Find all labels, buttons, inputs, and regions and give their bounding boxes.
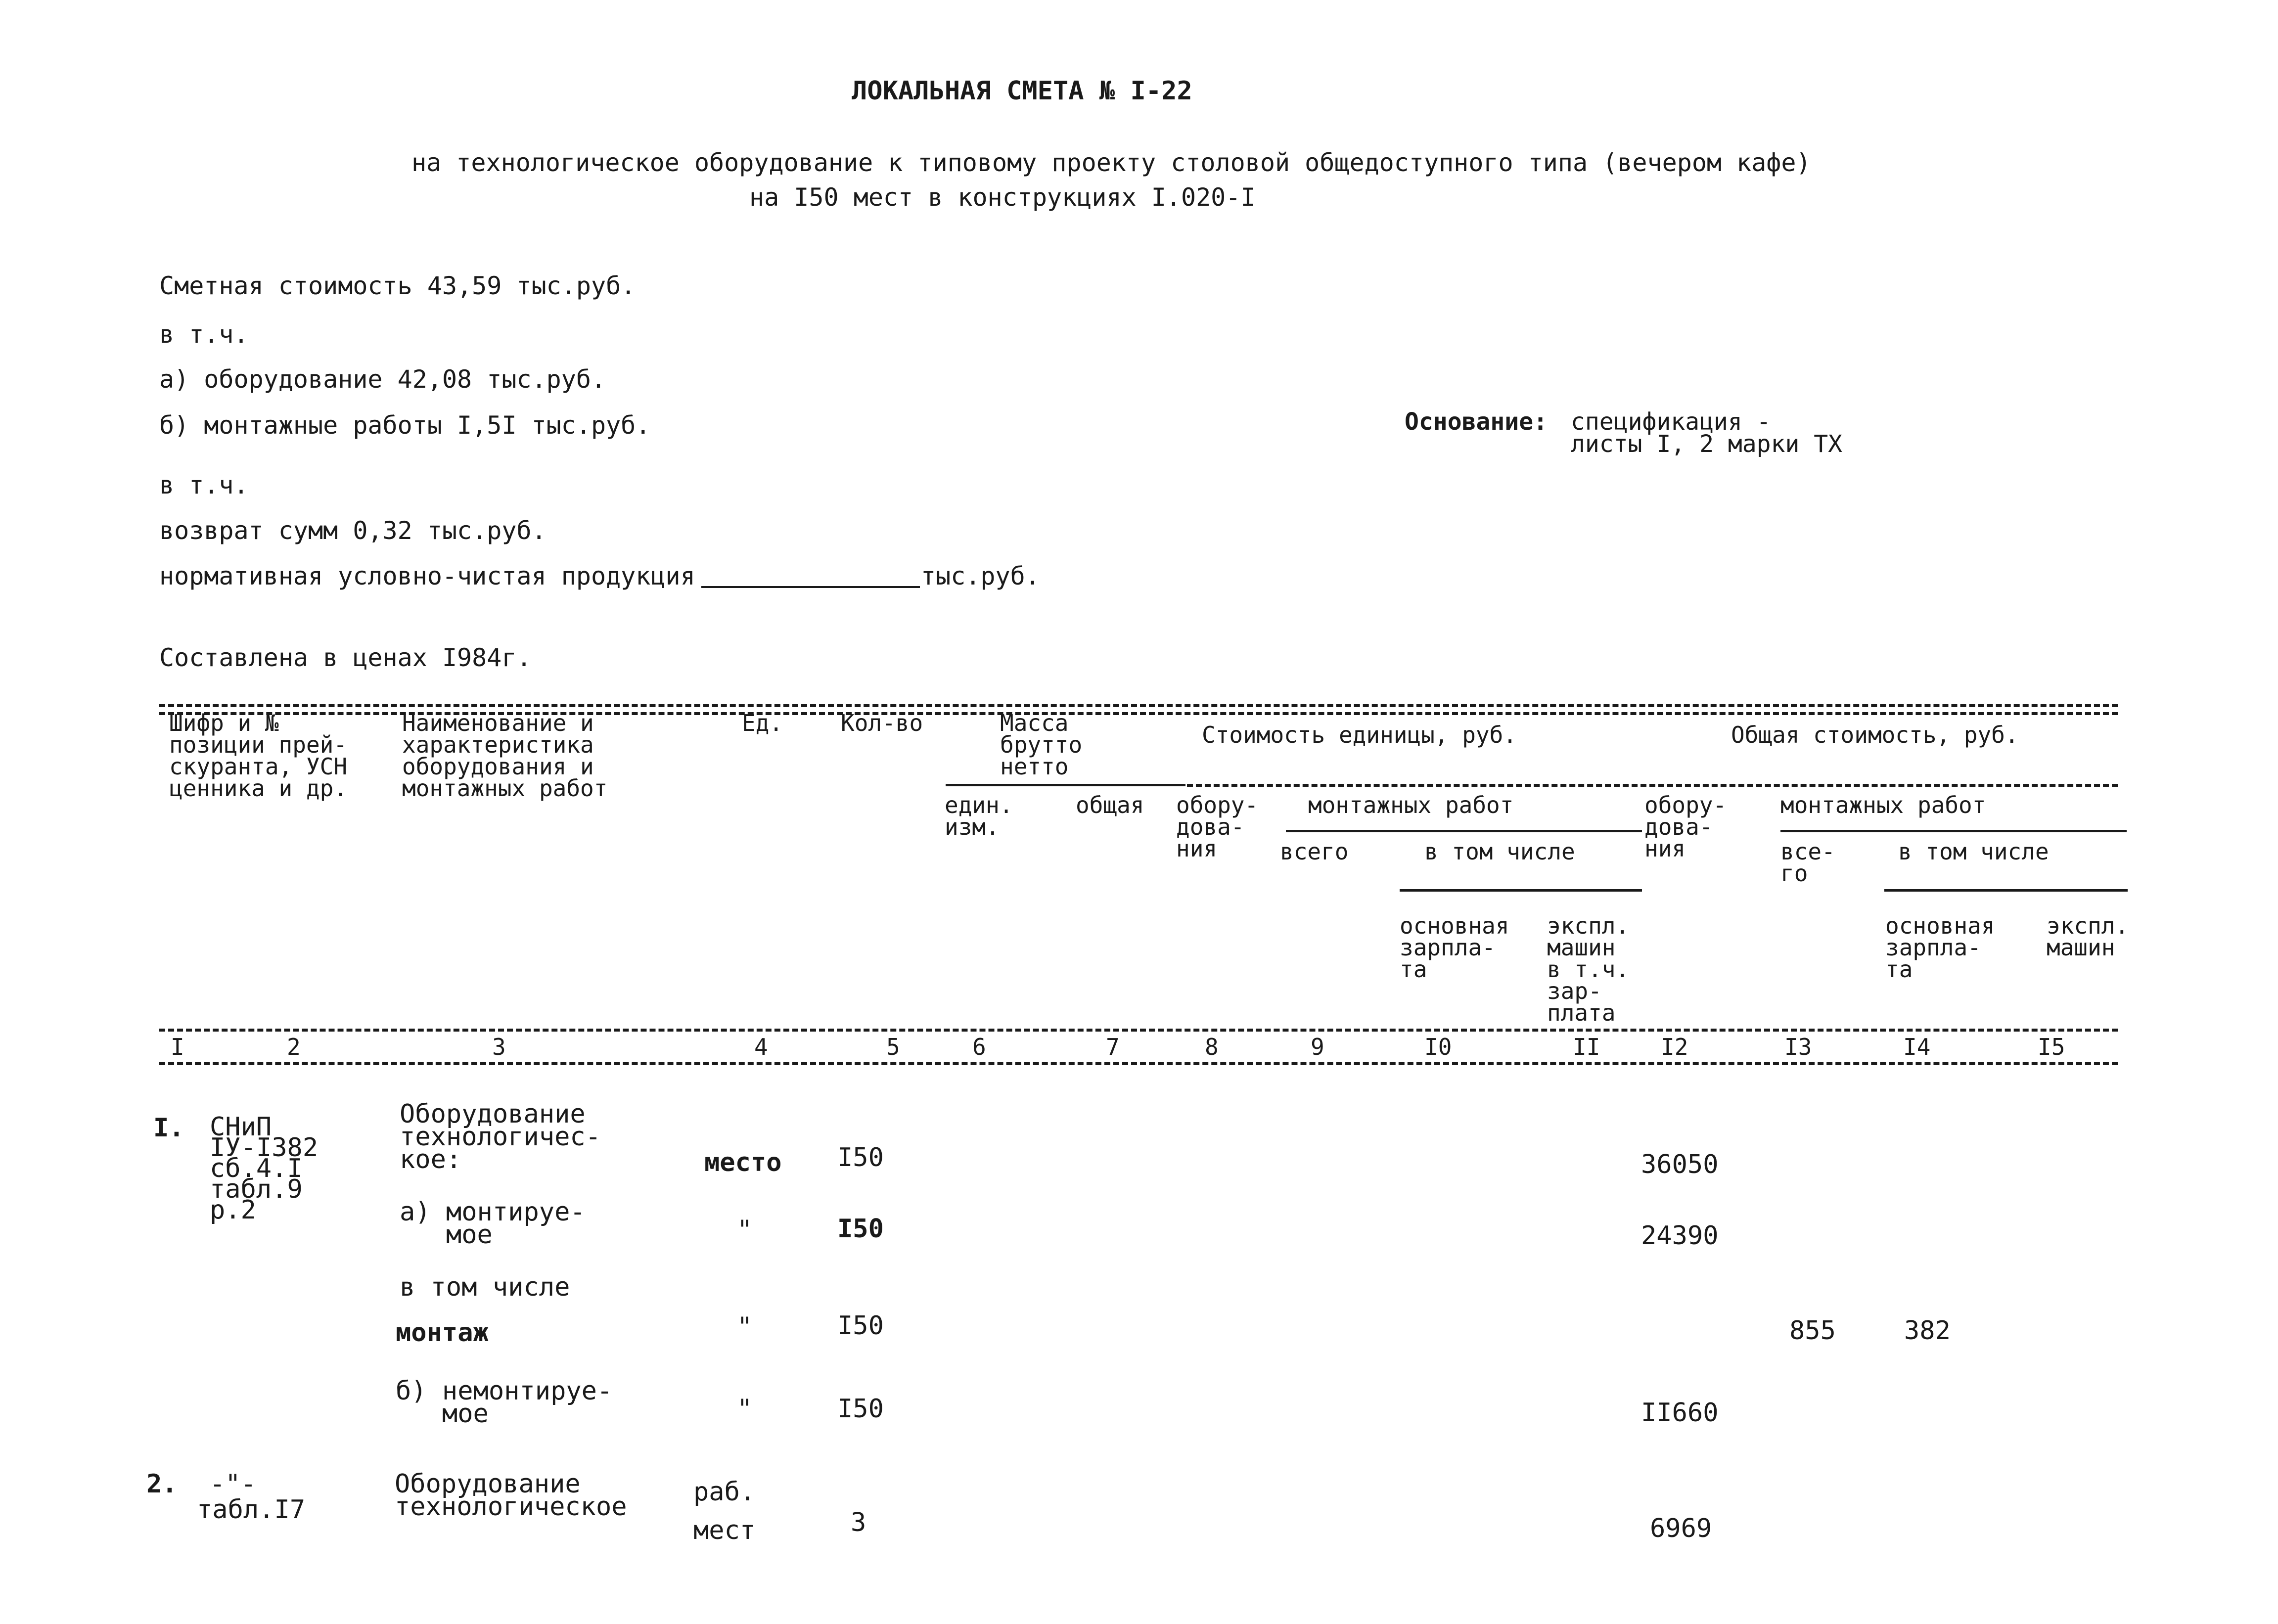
table-top-rule — [159, 704, 2118, 707]
row1-equipment-total: 36050 — [1641, 1150, 1719, 1179]
incl-rule — [1400, 889, 1642, 892]
column-numbers-bottom-rule — [159, 1062, 2118, 1065]
column-number-5: 5 — [886, 1034, 900, 1060]
equipment-cost: а) оборудование 42,08 тыс.руб. — [159, 365, 606, 394]
row1a-unit: " — [737, 1215, 753, 1245]
header-base-wage-2: основная зарпла- та — [1885, 912, 1995, 983]
row2-unit: раб. мест — [693, 1477, 756, 1545]
normative-production-label: нормативная условно-чистая продукция — [159, 562, 695, 590]
row1-mounting-total: 855 — [1789, 1316, 1836, 1346]
row1a-name: а) монтируе- мое — [400, 1197, 586, 1250]
header-mass-total: общая — [1076, 792, 1144, 818]
header-including-2: в том числе — [1898, 838, 2049, 865]
column-number-4: 4 — [754, 1034, 768, 1060]
row1-mounting-unit: " — [737, 1312, 753, 1342]
cost-header-rule — [1187, 784, 2118, 787]
header-mass-unit: един. изм. — [945, 792, 1013, 840]
column-number-11: II — [1573, 1034, 1600, 1060]
estimated-cost: Сметная стоимость 43,59 тыс.руб. — [159, 271, 636, 300]
incl-rule-2 — [1884, 889, 2128, 892]
row2-quantity: 3 — [851, 1508, 866, 1537]
row1b-name: б) немонтируе- мое — [396, 1376, 613, 1429]
header-unit: Ед. — [742, 710, 783, 736]
row1b-equipment-total: II660 — [1641, 1398, 1719, 1428]
column-number-9: 9 — [1311, 1034, 1324, 1060]
row1-number: I. — [153, 1113, 184, 1143]
normative-production-unit: тыс.руб. — [921, 562, 1040, 590]
document-subtitle-line2: на I50 мест в конструкциях I.020-I — [749, 183, 1256, 212]
row2-number: 2. — [146, 1469, 178, 1499]
row1-quantity: I50 — [837, 1143, 884, 1173]
column-number-10: I0 — [1424, 1034, 1452, 1060]
mounting-cost: б) монтажные работы I,5I тыс.руб. — [159, 411, 651, 440]
row2-code-ditto: -"- — [210, 1469, 256, 1499]
header-mount-works-2: монтажных работ — [1780, 792, 1986, 818]
column-number-13: I3 — [1784, 1034, 1812, 1060]
row1b-unit: " — [737, 1394, 753, 1424]
header-total-all: всего — [1280, 838, 1349, 865]
row1-mounting-base-wage: 382 — [1904, 1316, 1951, 1346]
header-base-wage: основная зарпла- та — [1400, 912, 1509, 983]
header-mount-works: монтажных работ — [1308, 792, 1514, 818]
row2-name: Оборудование технологическое — [395, 1469, 627, 1522]
row1-name: Оборудование технологичес- кое: — [400, 1099, 601, 1174]
mount-works-rule-2 — [1780, 830, 2127, 832]
header-code: Шифр и № позиции прей- скуранта, УСН ценника и др. — [169, 710, 348, 802]
row1b-quantity: I50 — [837, 1394, 884, 1424]
column-number-7: 7 — [1106, 1034, 1120, 1060]
column-number-8: 8 — [1205, 1034, 1219, 1060]
price-level: Составлена в ценах I984г. — [159, 643, 532, 672]
row1-mounting-name: монтаж — [396, 1318, 489, 1348]
refund-amount: возврат сумм 0,32 тыс.руб. — [159, 516, 547, 545]
row1a-quantity: I50 — [837, 1214, 884, 1244]
mount-works-rule — [1286, 830, 1642, 832]
column-number-6: 6 — [972, 1034, 986, 1060]
document-subtitle-line1: на технологическое оборудование к типовому проекту столовой общедоступного типа (вечером кафе) — [411, 148, 1811, 177]
header-equipment-2: обору- дова- ния — [1644, 792, 1727, 862]
basis-line2: листы I, 2 марки ТХ — [1571, 430, 1843, 458]
column-numbers-top-rule — [159, 1029, 2118, 1032]
header-total-cost: Общая стоимость, руб. — [1731, 722, 2019, 748]
column-number-15: I5 — [2038, 1034, 2065, 1060]
header-total-all-2: все- го — [1780, 838, 1835, 887]
header-machines-wage: экспл. машин в т.ч. зар- плата — [1547, 912, 1630, 1026]
normative-production-blank — [701, 586, 920, 588]
including-label-1: в т.ч. — [159, 320, 249, 349]
including-label-2: в т.ч. — [159, 471, 249, 499]
header-quantity: Кол-во — [841, 710, 923, 736]
header-equipment: обору- дова- ния — [1176, 792, 1259, 862]
row2-code: табл.I7 — [197, 1495, 306, 1525]
header-unit-cost: Стоимость единицы, руб. — [1202, 722, 1517, 748]
column-number-12: I2 — [1661, 1034, 1688, 1060]
row1-mounting-quantity: I50 — [837, 1311, 884, 1341]
row1-code: СНиП IУ-I382 сб.4.I табл.9 р.2 — [210, 1112, 319, 1225]
header-name: Наименование и характеристика оборудования и монтажных работ — [402, 710, 608, 802]
row1a-equipment-total: 24390 — [1641, 1221, 1719, 1251]
document-title: ЛОКАЛЬНАЯ СМЕТА № I-22 — [852, 76, 1192, 106]
column-number-1: I — [171, 1034, 184, 1060]
row2-equipment-total: 6969 — [1650, 1514, 1712, 1543]
basis-label: Основание: — [1405, 408, 1548, 436]
basis-line1: спецификация - — [1571, 408, 1771, 436]
row1-including-label: в том числе — [400, 1272, 570, 1302]
header-machines-2: экспл. машин — [2047, 912, 2129, 961]
header-mass: Масса брутто нетто — [1000, 710, 1083, 780]
column-number-14: I4 — [1903, 1034, 1931, 1060]
column-number-2: 2 — [287, 1034, 301, 1060]
row1-unit: место — [704, 1148, 782, 1177]
header-including: в том числе — [1424, 838, 1575, 865]
mass-header-rule — [946, 784, 1185, 786]
column-number-3: 3 — [492, 1034, 506, 1060]
